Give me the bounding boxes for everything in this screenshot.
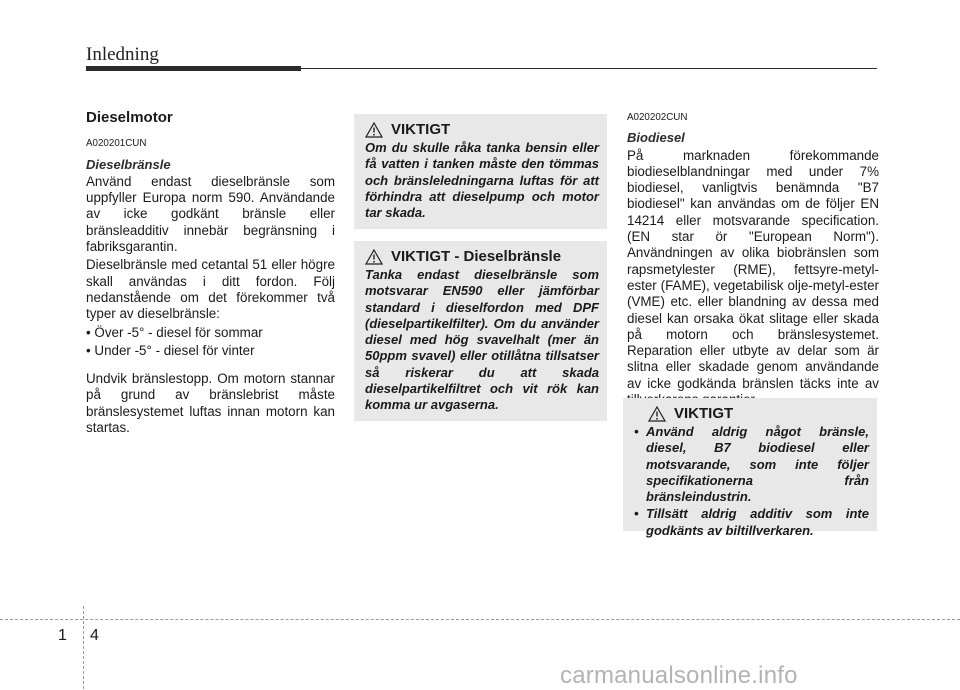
paragraph: Dieselbränsle med cetantal 51 eller högre skall användas i ditt fordon. Följ nedanstående om det förekommer två typer av dieselbränsle: (86, 257, 335, 322)
left-column (86, 110, 335, 438)
list-item: • Över -5° - diesel för sommar (86, 324, 263, 340)
warning-box-title: VIKTIGT (674, 405, 734, 422)
paragraph: Använd endast dieselbränsle som uppfyller Europa norm 590. Användande av icke godkänt bränsle eller bränsleadditiv innebär begränsning i fabriksgarantin. (86, 173, 335, 255)
right-column (627, 110, 879, 410)
section-code: A020201CUN (86, 138, 147, 150)
header-rule-thin (301, 68, 877, 69)
warning-triangle-icon (365, 249, 383, 265)
subheading-biodiesel: Biodiesel (627, 130, 685, 146)
list-item: • Under -5° - diesel för vinter (86, 342, 255, 358)
list-item (634, 424, 869, 505)
warning-box-title: VIKTIGT - Dieselbränsle (391, 248, 562, 265)
warning-triangle-icon (648, 406, 666, 422)
bullet-marker: • (634, 424, 639, 439)
warning-box-viktigt-biodiesel (623, 398, 877, 538)
warning-triangle-icon (365, 122, 383, 138)
subheading-dieselbransle: Dieselbränsle (86, 156, 171, 172)
footer-vertical-divider (83, 606, 84, 689)
warning-box-title: VIKTIGT (391, 121, 451, 138)
header-rule-thick (86, 66, 301, 71)
warning-box-dieselbransle (354, 241, 607, 421)
list-item (634, 506, 869, 539)
warning-box-header (365, 248, 599, 265)
section-code: A020202CUN (627, 112, 688, 123)
watermark: carmanualsonline.info (560, 662, 798, 689)
list-item-text: Använd aldrig något bränsle, diesel, B7 biodiesel eller motsvarande, som inte följer specifikationerna från bränsleindustrin. (646, 424, 869, 505)
warning-box-header (648, 405, 869, 422)
warning-box-body: Tanka endast dieselbränsle som motsvarar EN590 eller jämförbar standard i dieselfordon med DPF (dieselpartikelfilter). Om du använder diesel med hög svavelhalt (mer än 50ppm svavel) eller otillåtna tillsatser så riskerar du att skada dieselpartikelfiltret och vit rök kan komma ur avgaserna. (365, 267, 599, 413)
page-number: 4 (90, 627, 99, 644)
warning-box-body: Om du skulle råka tanka bensin eller få vatten i tanken måste den tömmas och bränsleledningarna luftas för att förhindra att dieselpump och motor tar skada. (365, 140, 599, 221)
warning-box-viktigt (354, 114, 607, 229)
list-item-text: Tillsätt aldrig additiv som inte godkänts av biltillverkaren. (646, 506, 869, 538)
page-header-title: Inledning (86, 44, 159, 65)
section-number: 1 (58, 627, 67, 644)
paragraph: På marknaden förekommande biodieselblandningar med under 7% biodiesel, vanligtvis benämnda "B7 biodiesel" kan användas om de följer EN 14214 eller motsvarande specification. (EN star ör "European Norm"). Användningen av olika biobränslen som rapsmetylester (RME), fettsyre-metyl-ester (FAME), vegetabilisk olje-metyl-ester (VME) etc. eller blandning av dessa med diesel kan orsaka ökat slitage eller skada på motorn och bränslesystemet. Reparation eller utbyte av delar som är slitna eller skadade genom användande av icke godkända bränslen täcks inte av (627, 147, 879, 391)
section-heading-dieselmotor: Dieselmotor (86, 109, 173, 126)
paragraph: Undvik bränslestopp. Om motorn stannar på grund av bränslebrist måste bränslesystemet luftas innan motorn kan startas. (86, 371, 335, 436)
bullet-marker: • (634, 506, 639, 522)
warning-box-header (365, 121, 599, 138)
footer-divider (0, 619, 960, 620)
